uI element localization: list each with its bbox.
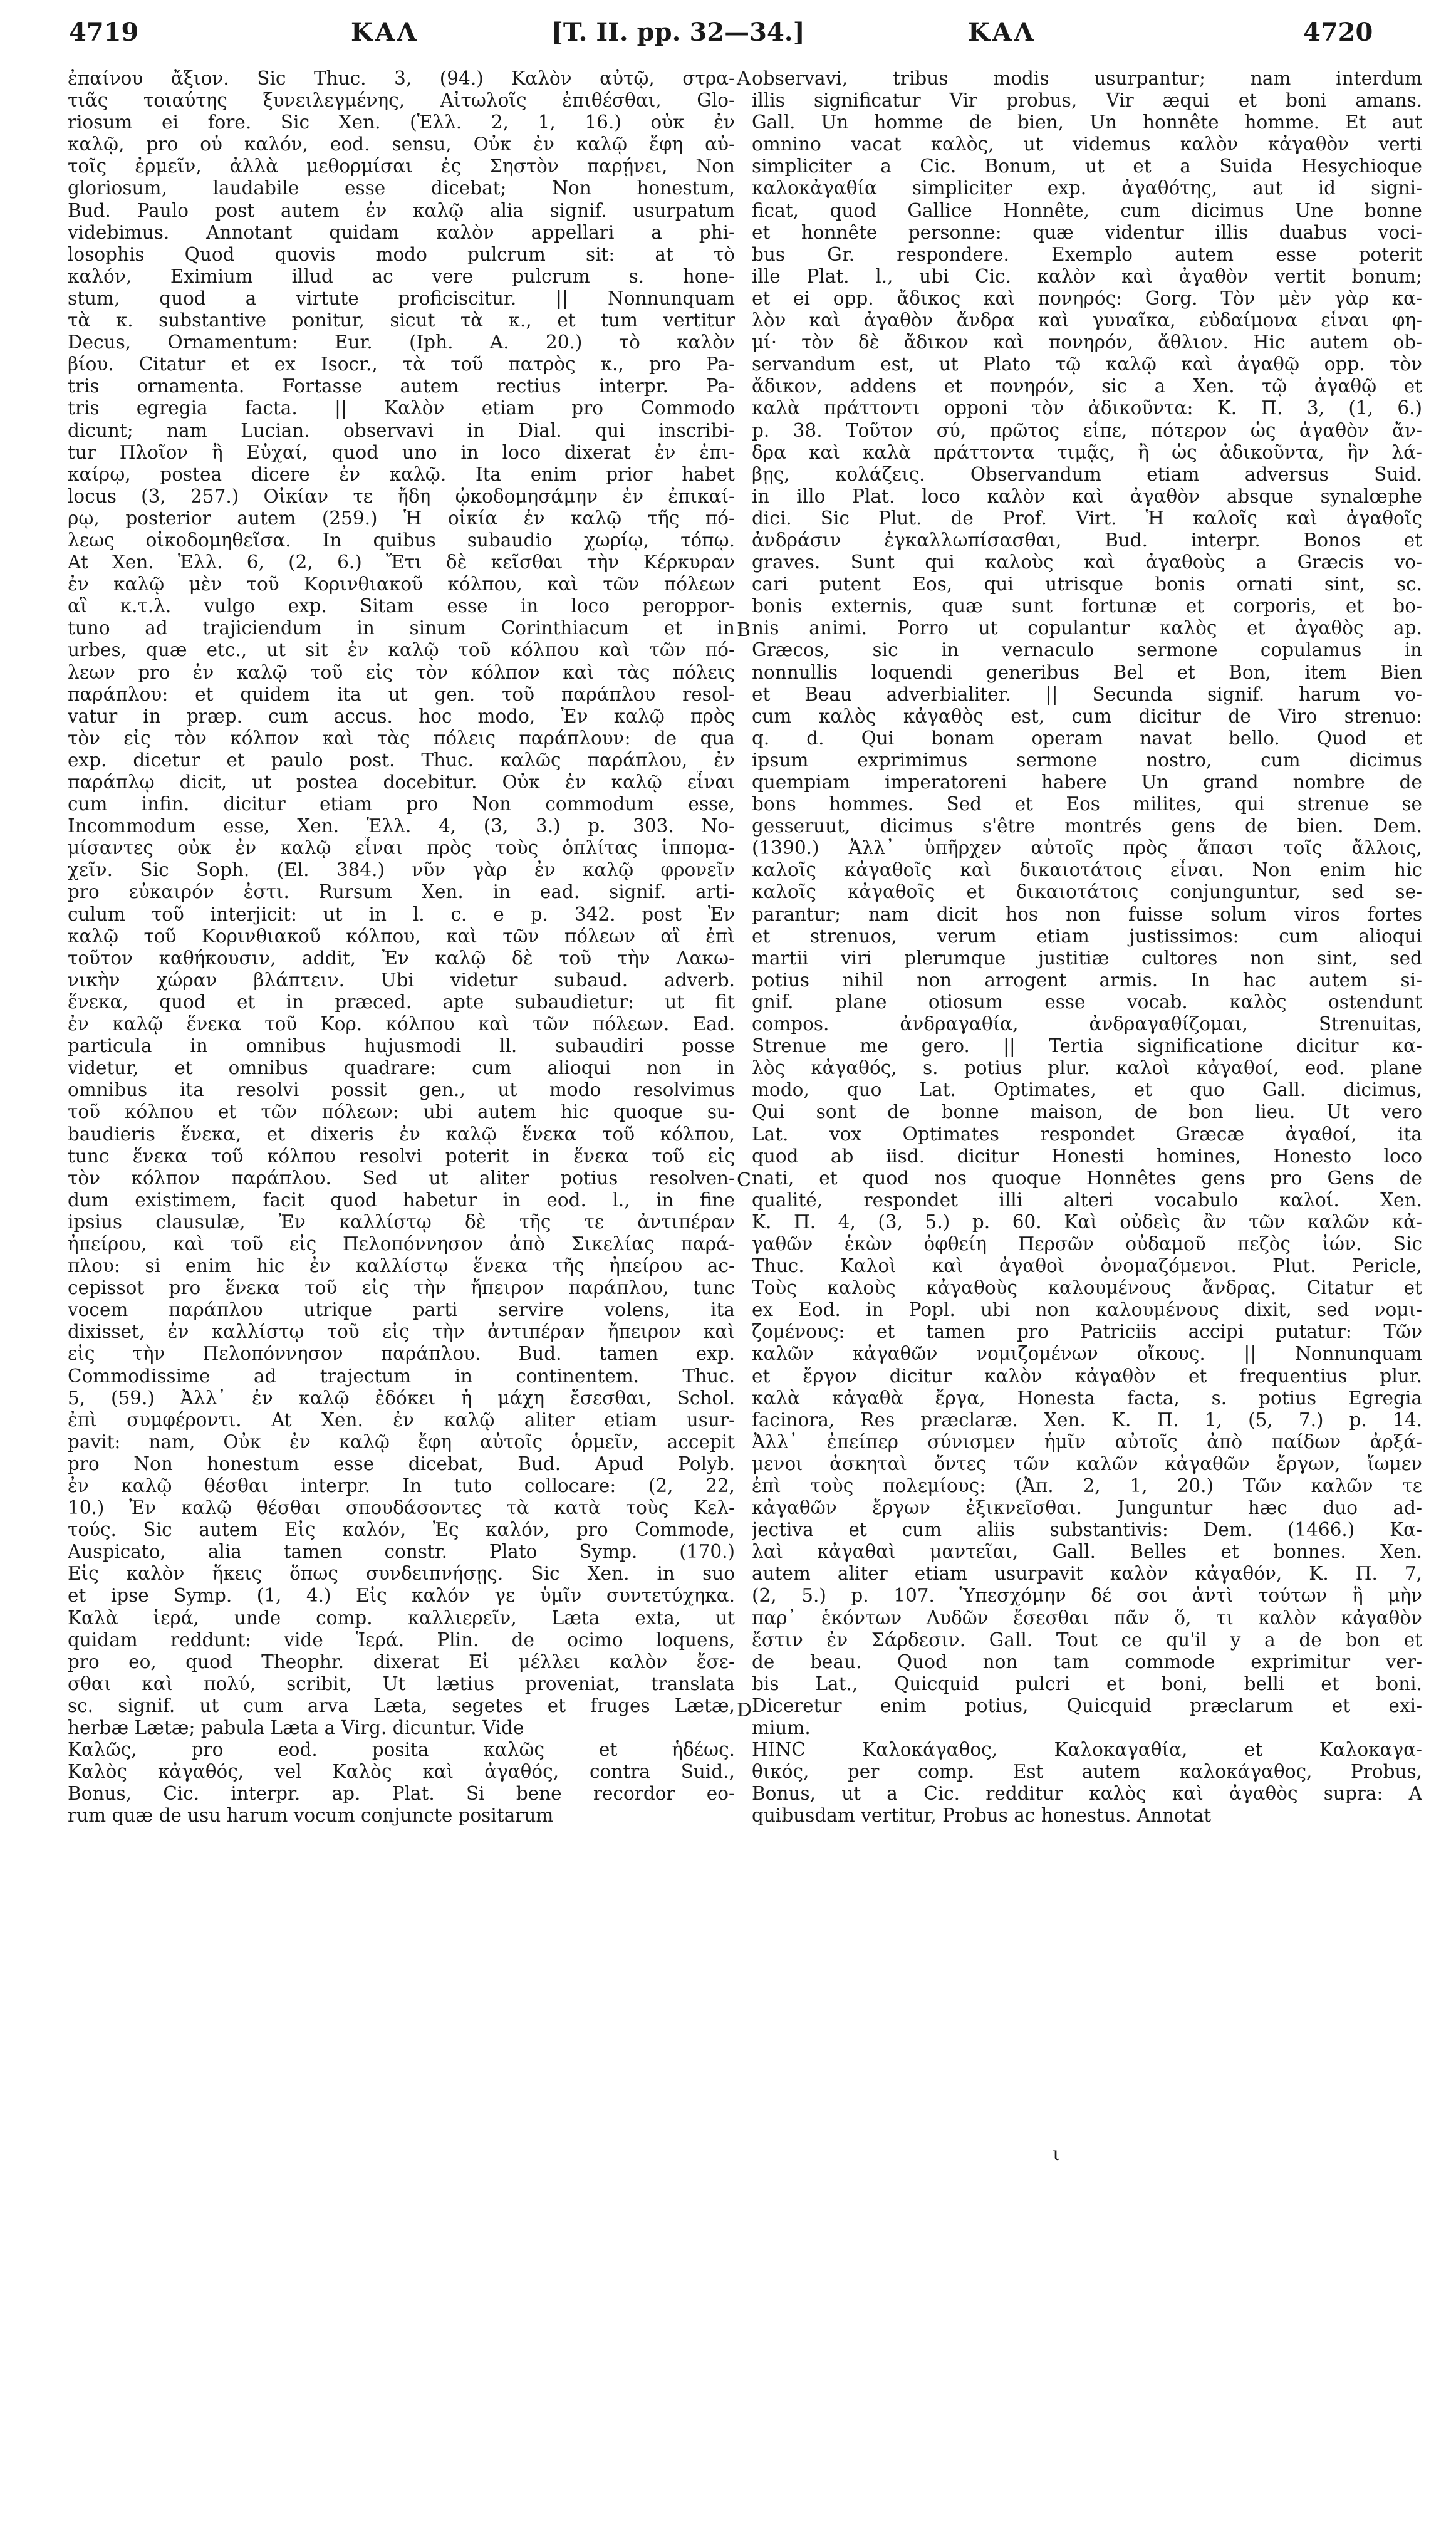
text-line: Qui sont de bonne maison, de bon lieu. Ut vero bbox=[752, 1101, 1422, 1123]
text-line: At Xen. Ἑλλ. 6, (2, 6.) Ἔτι δὲ κεῖσθαι τὴν Κέρκυραν bbox=[68, 551, 735, 573]
text-line: αἳ κ.τ.λ. vulgo exp. Sitam esse in loco peroppor- bbox=[68, 595, 735, 617]
text-line: cum καλὸς κἀγαθὸς est, cum dicitur de Viro strenuo: bbox=[752, 705, 1422, 727]
text-line: Strenue me gero. || Tertia significatione dicitur κα- bbox=[752, 1035, 1422, 1057]
margin-letter-b: B bbox=[737, 619, 751, 641]
running-head-left: ΚΑΛ bbox=[351, 18, 419, 47]
text-line: Καλὰ ἱερά, unde comp. καλλιερεῖν, Læta exta, ut bbox=[68, 1607, 735, 1629]
text-line: dicunt; nam Lucian. observavi in Dial. qui inscribi- bbox=[68, 419, 735, 441]
text-line: ἠπείρου, καὶ τοῦ εἰς Πελοπόννησον ἀπὸ Σικελίας παρά- bbox=[68, 1233, 735, 1255]
text-line: Bud. Paulo post autem ἐν καλῷ alia signif. usurpatum bbox=[68, 199, 735, 221]
text-line: (2, 5.) p. 107. Ὑπεσχόμην δέ σοι ἀντὶ τούτων ἢ μὴν bbox=[752, 1585, 1422, 1607]
text-line: culum τοῦ interjicit: ut in l. c. e p. 342. post Ἐν bbox=[68, 903, 735, 925]
text-line: rum quæ de usu harum vocum conjuncte positarum bbox=[68, 1805, 554, 1827]
text-line: ἐν καλῷ θέσθαι interpr. In tuto collocare: (2, 22, bbox=[68, 1475, 735, 1496]
page-number-right: 4720 bbox=[1303, 18, 1373, 47]
text-line: mium. bbox=[752, 1717, 811, 1739]
text-line: Καλὸς κἀγαθός, vel Καλὸς καὶ ἀγαθός, contra Suid., bbox=[68, 1761, 735, 1783]
text-line: κἀγαθῶν ἔργων ἐξικνεῖσθαι. Junguntur hæc duo ad- bbox=[752, 1497, 1422, 1519]
text-line: nonnullis loquendi generibus Bel et Bon, item Bien bbox=[752, 661, 1422, 683]
text-line: quempiam imperatoreni habere Un grand nombre de bbox=[752, 771, 1422, 793]
text-line: Εἰς καλὸν ἥκεις ὅπως συνδειπνήσῃς. Sic Xen. in suo bbox=[68, 1563, 735, 1585]
text-line: videbimus. Annotant quidam καλὸν appellari a phi- bbox=[68, 221, 735, 243]
text-line: Commodissime ad trajectum in continentem. Thuc. bbox=[68, 1365, 735, 1387]
text-line: quidam reddunt: vide Ἱερά. Plin. de ocimo loquens, bbox=[68, 1629, 735, 1651]
text-line: particula in omnibus hujusmodi ll. subaudiri posse bbox=[68, 1035, 735, 1057]
text-line: λὸν καὶ ἀγαθὸν ἄνδρα καὶ γυναῖκα, εὐδαίμονα εἶναι φη- bbox=[752, 310, 1422, 331]
text-line: compos. ἀνδραγαθία, ἀνδραγαθίζομαι, Strenuitas, bbox=[752, 1013, 1422, 1035]
text-line: facinora, Res præclaræ. Xen. Κ. Π. 1, (5, 7.) p. 14. bbox=[752, 1409, 1422, 1431]
text-line: dici. Sic Plut. de Prof. Virt. Ἡ καλοῖς καὶ ἀγαθοῖς bbox=[752, 507, 1422, 529]
page-number-left: 4719 bbox=[69, 18, 139, 47]
text-line: Καλῶς, pro eod. posita καλῶς et ἡδέως. bbox=[68, 1739, 735, 1761]
text-line: τὸν εἰς τὸν κόλπον καὶ τὰς πόλεις παράπλουν: de qua bbox=[68, 727, 735, 749]
text-line: ἐπὶ συμφέροντι. At Xen. ἐν καλῷ aliter etiam usur- bbox=[68, 1409, 735, 1431]
text-line: παρ᾽ ἑκόντων Λυδῶν ἔσεσθαι πᾶν ὅ, τι καλὸν κἀγαθὸν bbox=[752, 1607, 1422, 1629]
text-line: νικὴν χώραν βλάπτειν. Ubi videtur subaud. adverb. bbox=[68, 969, 735, 991]
text-line: gnif. plane otiosum esse vocab. καλὸς ostendunt bbox=[752, 991, 1422, 1013]
right-column bbox=[752, 68, 1422, 2499]
text-line: riosum ei fore. Sic Xen. (Ἑλλ. 2, 1, 16.) οὐκ ἐν bbox=[68, 112, 735, 133]
text-line: ex Eod. in Popl. ubi non καλουμένους dixit, sed νομι- bbox=[752, 1299, 1422, 1321]
text-line: modo, quo Lat. Optimates, et quo Gall. dicimus, bbox=[752, 1079, 1422, 1101]
text-line: Bonus, ut a Cic. redditur καλὸς καὶ ἀγαθὸς supra: A bbox=[752, 1783, 1422, 1805]
text-line: λαὶ κἀγαθαὶ μαντεῖαι, Gall. Belles et bonnes. Xen. bbox=[752, 1541, 1422, 1563]
text-line: quod ab iisd. dicitur Honesti homines, Honesto loco bbox=[752, 1145, 1422, 1167]
text-line: graves. Sunt qui καλοὺς καὶ ἀγαθοὺς a Græcis vo- bbox=[752, 551, 1422, 573]
text-line: tris egregia facta. || Καλὸν etiam pro Commodo bbox=[68, 397, 735, 419]
text-line: gesseruut, dicimus s'être montrés gens de bien. Dem. bbox=[752, 815, 1422, 837]
text-line: ipsius clausulæ, Ἐν καλλίστῳ δὲ τῆς τε ἀντιπέραν bbox=[68, 1211, 735, 1233]
text-line: losophis Quod quovis modo pulcrum sit: at τὸ bbox=[68, 243, 735, 265]
text-line: tuno ad trajiciendum in sinum Corinthiacum et in bbox=[68, 617, 735, 639]
text-line: vatur in præp. cum accus. hoc modo, Ἐν καλῷ πρὸς bbox=[68, 705, 735, 727]
text-line: in illo Plat. loco καλὸν καὶ ἀγαθὸν absque synalœphe bbox=[752, 485, 1422, 507]
text-line: ἐπὶ τοὺς πολεμίους: (Ἀπ. 2, 1, 20.) Τῶν καλῶν τε bbox=[752, 1475, 1422, 1496]
text-line: Incommodum esse, Xen. Ἑλλ. 4, (3, 3.) p. 303. Νο- bbox=[68, 815, 735, 837]
footer-mark: ι bbox=[1053, 2143, 1060, 2165]
text-line: λὸς κἀγαθός, s. potius plur. καλοὶ κἀγαθοί, eod. plane bbox=[752, 1057, 1422, 1079]
text-line: martii viri plerumque justitiæ cultores non sint, sed bbox=[752, 947, 1422, 969]
text-line: cepissot pro ἕνεκα τοῦ εἰς τὴν ἤπειρον παράπλου, tunc bbox=[68, 1277, 735, 1299]
text-line: βίου. Citatur et ex Isocr., τὰ τοῦ πατρὸς κ., pro Pa- bbox=[68, 353, 735, 375]
text-line: θικός, per comp. Est autem καλοκάγαθος, Probus, bbox=[752, 1761, 1422, 1783]
text-line: dum existimem, facit quod habetur in eod. l., in fine bbox=[68, 1189, 735, 1211]
text-line: Ἀλλ᾽ ἐπείπερ σύνισμεν ἡμῖν αὐτοῖς ἀπὸ παίδων ἀρξά- bbox=[752, 1431, 1422, 1453]
text-line: ἐν καλῷ μὲν τοῦ Κορινθιακοῦ κόλπου, καὶ τῶν πόλεων bbox=[68, 573, 735, 595]
text-line: ἄδικον, addens et πονηρόν, sic a Xen. τῷ ἀγαθῷ et bbox=[752, 375, 1422, 397]
text-line: πλου: si enim hic ἐν καλλίστῳ ἕνεκα τῆς ἠπείρου ac- bbox=[68, 1255, 735, 1277]
text-line: Gall. Un homme de bien, Un honnête homme. Et aut bbox=[752, 112, 1422, 133]
text-line: et strenuos, verum etiam justissimos: cum alioqui bbox=[752, 925, 1422, 947]
text-line: et ἔργον dicitur καλὸν κἀγαθὸν et frequentius plur. bbox=[752, 1365, 1422, 1387]
text-line: videtur, et omnibus quadrare: cum alioqui non in bbox=[68, 1057, 735, 1079]
text-line: HINC Καλοκάγαθος, Καλοκαγαθία, et Καλοκαγα- bbox=[752, 1739, 1422, 1761]
text-line: stum, quod a virtute proficiscitur. || Nonnunquam bbox=[68, 287, 735, 309]
text-line: Græcos, sic in vernaculo sermone copulamus in bbox=[752, 639, 1422, 661]
text-line: pro εὐκαιρόν ἐστι. Rursum Xen. in ead. signif. arti- bbox=[68, 881, 735, 903]
text-line: εἰς τὴν Πελοπόννησον παράπλου. Bud. tamen exp. bbox=[68, 1343, 735, 1365]
text-line: σθαι καὶ πολύ, scribit, Ut lætius proveniat, translata bbox=[68, 1672, 735, 1694]
text-line: tunc ἕνεκα τοῦ κόλπου resolvi poterit in ἕνεκα τοῦ εἰς bbox=[68, 1145, 735, 1167]
text-line: καλὰ πράττοντι opponi τὸν ἀδικοῦντα: Κ. Π. 3, (1, 6.) bbox=[752, 397, 1422, 419]
text-line: potius nihil non arrogent armis. In hac autem si- bbox=[752, 969, 1422, 991]
text-line: καλόν, Eximium illud ac vere pulcrum s. hone- bbox=[68, 265, 735, 287]
text-line: bons hommes. Sed et Eos milites, qui strenue se bbox=[752, 793, 1422, 815]
text-line: Decus, Ornamentum: Eur. (Iph. A. 20.) τὸ καλὸν bbox=[68, 331, 735, 353]
text-line: omnino vacat καλὸς, ut videmus καλὸν κἀγαθὸν verti bbox=[752, 133, 1422, 155]
text-line: ille Plat. l., ubi Cic. καλὸν καὶ ἀγαθὸν vertit bonum; bbox=[752, 265, 1422, 287]
text-line: ἕνεκα, quod et in præced. apte subaudietur: ut fit bbox=[68, 991, 735, 1013]
text-line: μί· τὸν δὲ ἄδικον καὶ πονηρόν, ἄθλιον. Hic autem ob- bbox=[752, 331, 1422, 353]
text-line: parantur; nam dicit hos non fuisse solum viros fortes bbox=[752, 903, 1422, 925]
text-line: μενοι ἀσκηταὶ ὄντες τῶν καλῶν κἀγαθῶν ἔργων, ἴωμεν bbox=[752, 1453, 1422, 1474]
text-line: τὰ κ. substantive ponitur, sicut τὰ κ., et tum vertitur bbox=[68, 310, 735, 331]
margin-letter-c: C bbox=[737, 1169, 751, 1191]
text-line: ἐπαίνου ἄξιον. Sic Thuc. 3, (94.) Καλὸν αὐτῷ, στρα- bbox=[68, 68, 735, 89]
text-line: λεων pro ἐν καλῷ τοῦ εἰς τὸν κόλπον καὶ τὰς πόλεις bbox=[68, 661, 735, 683]
text-line: de beau. Quod non tam commode exprimitur ver- bbox=[752, 1651, 1422, 1672]
text-line: ζομένους: et tamen pro Patriciis accipi putatur: Τῶν bbox=[752, 1321, 1422, 1343]
text-line: τοῦ κόλπου et τῶν πόλεων: ubi autem hic quoque su- bbox=[68, 1101, 735, 1123]
text-line: urbes, quæ etc., ut sit ἐν καλῷ τοῦ κόλπου καὶ τῶν πό- bbox=[68, 639, 735, 661]
text-line: observavi, tribus modis usurpantur; nam interdum bbox=[752, 68, 1422, 89]
text-line: τιᾶς τοιαύτης ξυνειλεγμένης, Αἰτωλοῖς ἐπιθέσθαι, Glo- bbox=[68, 90, 735, 112]
text-line: καλοῖς κἀγαθοῖς καὶ δικαιοτάτοις εἶναι. Non enim hic bbox=[752, 859, 1422, 881]
text-line: παράπλῳ dicit, ut postea docebitur. Οὐκ ἐν καλῷ εἶναι bbox=[68, 771, 735, 793]
text-line: nati, et quod nos quoque Honnêtes gens pro Gens de bbox=[752, 1167, 1422, 1189]
text-line: δρα καὶ καλὰ πράττοντα τιμᾷς, ἢ ὡς ἀδικοῦντα, ἣν λά- bbox=[752, 441, 1422, 463]
text-line: Τοὺς καλοὺς κἀγαθοὺς καλουμένους ἄνδρας. Citatur et bbox=[752, 1277, 1422, 1299]
text-line: Κ. Π. 4, (3, 5.) p. 60. Καὶ οὐδεὶς ἂν τῶν καλῶν κἀ- bbox=[752, 1211, 1422, 1233]
text-line: vocem παράπλου utrique parti servire volens, ita bbox=[68, 1299, 735, 1321]
text-line: bonis externis, quæ sunt fortunæ et corporis, et bo- bbox=[752, 595, 1422, 617]
text-line: χεῖν. Sic Soph. (El. 384.) νῦν γὰρ ἐν καλῷ φρονεῖν bbox=[68, 859, 735, 881]
text-line: tur Πλοῖον ἢ Εὐχαί, quod uno in loco dixerat ἐν ἐπι- bbox=[68, 441, 735, 463]
text-line: ἐν καλῷ ἕνεκα τοῦ Κορ. κόλπου καὶ τῶν πόλεων. Ead. bbox=[68, 1013, 735, 1035]
text-line: τὸν κόλπον παράπλου. Sed ut aliter potius resolven- bbox=[68, 1167, 735, 1189]
text-line: herbæ Lætæ; pabula Læta a Virg. dicuntur. Vide bbox=[68, 1717, 524, 1739]
text-line: ἀνδράσιν ἐγκαλλωπίσασθαι, Bud. interpr. Bonos et bbox=[752, 529, 1422, 551]
text-line: 5, (59.) Ἀλλ᾽ ἐν καλῷ ἐδόκει ἡ μάχη ἔσεσθαι, Schol. bbox=[68, 1387, 735, 1409]
text-line: Thuc. Καλοὶ καὶ ἀγαθοὶ ὀνομαζόμενοι. Plut. Pericle, bbox=[752, 1255, 1422, 1277]
text-line: λεως οἰκοδομηθεῖσα. In quibus subaudio χωρίῳ, τόπῳ. bbox=[68, 529, 735, 551]
text-line: καλοκἀγαθία simpliciter exp. ἀγαθότης, aut id signi- bbox=[752, 177, 1422, 199]
margin-letter-a: A bbox=[737, 68, 751, 90]
text-line: τοῦτον καθήκουσιν, addit, Ἐν καλῷ δὲ τοῦ τὴν Λακω- bbox=[68, 947, 735, 969]
text-line: 10.) Ἐν καλῷ θέσθαι σπουδάσοντες τὰ κατὰ τοὺς Κελ- bbox=[68, 1497, 735, 1519]
text-line: cari putent Eos, qui utrisque bonis ornati sint, sc. bbox=[752, 573, 1422, 595]
text-line: pro eo, quod Theophr. dixerat Εἰ μέλλει καλὸν ἔσε- bbox=[68, 1651, 735, 1672]
text-line: καλὰ κἀγαθὰ ἔργα, Honesta facta, s. potius Egregia bbox=[752, 1387, 1422, 1409]
text-line: quibusdam vertitur, Probus ac honestus. Annotat bbox=[752, 1805, 1212, 1827]
text-line: καλῷ, pro οὐ καλόν, eod. sensu, Οὐκ ἐν καλῷ ἔφη αὐ- bbox=[68, 133, 735, 155]
text-line: jectiva et cum aliis substantivis: Dem. (1466.) Κα- bbox=[752, 1519, 1422, 1541]
text-line: Bonus, Cic. interpr. ap. Plat. Si bene recordor eo- bbox=[68, 1783, 735, 1805]
text-line: nis animi. Porro ut copulantur καλὸς et ἀγαθὸς ap. bbox=[752, 617, 1422, 639]
text-line: servandum est, ut Plato τῷ καλῷ καὶ ἀγαθῷ opp. τὸν bbox=[752, 353, 1422, 375]
text-line: bus Gr. respondere. Exemplo autem esse poterit bbox=[752, 243, 1422, 265]
text-line: καλοῖς κἀγαθοῖς et δικαιοτάτοις conjunguntur, sed se- bbox=[752, 881, 1422, 903]
text-line: καλῶν κἀγαθῶν νομιζομένων οἴκους. || Nonnunquam bbox=[752, 1343, 1422, 1365]
text-line: bis Lat., Quicquid pulcri et boni, belli et boni. bbox=[752, 1672, 1422, 1694]
text-line: Auspicato, alia tamen constr. Plato Symp. (170.) bbox=[68, 1541, 735, 1563]
running-head-right: ΚΑΛ bbox=[968, 18, 1036, 47]
text-line: τοῖς ἐρμεῖν, ἀλλὰ μεθορμίσαι ἐς Σηστὸν παρῄνει, Non bbox=[68, 155, 735, 177]
text-line: simpliciter a Cic. Bonum, ut et a Suida Hesychioque bbox=[752, 155, 1422, 177]
text-line: ρῳ, posterior autem (259.) Ἡ οἰκία ἐν καλῷ τῆς πό- bbox=[68, 507, 735, 529]
text-line: autem aliter etiam usurpavit καλὸν κἀγαθόν, Κ. Π. 7, bbox=[752, 1563, 1422, 1585]
text-line: Lat. vox Optimates respondet Græcæ ἀγαθοί, ita bbox=[752, 1123, 1422, 1145]
text-line: παράπλου: et quidem ita ut gen. τοῦ παράπλου resol- bbox=[68, 683, 735, 705]
text-line: et ei opp. ἄδικος καὶ πονηρός: Gorg. Τὸν μὲν γὰρ κα- bbox=[752, 287, 1422, 309]
text-line: τούς. Sic autem Εἰς καλόν, Ἐς καλόν, pro Commode, bbox=[68, 1519, 735, 1541]
text-line: qualité, respondet illi alteri vocabulo καλοί. Xen. bbox=[752, 1189, 1422, 1211]
text-line: ficat, quod Gallice Honnête, cum dicimus Une bonne bbox=[752, 199, 1422, 221]
text-line: γαθῶν ἑκὼν ὀφθείη Περσῶν οὐδαμοῦ πεζὸς ἰών. Sic bbox=[752, 1233, 1422, 1255]
volume-reference: [T. II. pp. 32—34.] bbox=[551, 18, 805, 47]
text-line: μίσαντες οὐκ ἐν καλῷ εἶναι πρὸς τοὺς ὁπλίτας ἱππομα- bbox=[68, 837, 735, 859]
text-line: et Beau adverbialiter. || Secunda signif. harum vo- bbox=[752, 683, 1422, 705]
text-line: gloriosum, laudabile esse dicebat; Non honestum, bbox=[68, 177, 735, 199]
text-line: exp. dicetur et paulo post. Thuc. καλῶς παράπλου, ἐν bbox=[68, 749, 735, 771]
text-line: tris ornamenta. Fortasse autem rectius interpr. Pa- bbox=[68, 375, 735, 397]
text-line: καίρῳ, postea dicere ἐν καλῷ. Ita enim prior habet bbox=[68, 463, 735, 485]
text-line: dixisset, ἐν καλλίστῳ τοῦ εἰς τὴν ἀντιπέραν ἤπειρον καὶ bbox=[68, 1321, 735, 1343]
text-line: ipsum exprimimus sermone nostro, cum dicimus bbox=[752, 749, 1422, 771]
left-column bbox=[68, 68, 735, 2499]
text-line: p. 38. Τοῦτον σύ, πρῶτος εἶπε, πότερον ὡς ἀγαθὸν ἄν- bbox=[752, 419, 1422, 441]
text-line: pro Non honestum esse dicebat, Bud. Apud Polyb. bbox=[68, 1453, 735, 1474]
text-line: pavit: nam, Οὐκ ἐν καλῷ ἔφη αὐτοῖς ὁρμεῖν, accepit bbox=[68, 1431, 735, 1453]
text-line: Diceretur enim potius, Quicquid præclarum et exi- bbox=[752, 1694, 1422, 1716]
text-line: βῃς, κολάζεις. Observandum etiam adversus Suid. bbox=[752, 463, 1422, 485]
text-line: baudieris ἕνεκα, et dixeris ἐν καλῷ ἕνεκα τοῦ κόλπου, bbox=[68, 1123, 735, 1145]
text-line: illis significatur Vir probus, Vir æqui et boni amans. bbox=[752, 90, 1422, 112]
text-line: q. d. Qui bonam operam navat bello. Quod et bbox=[752, 727, 1422, 749]
text-line: locus (3, 257.) Οἰκίαν τε ἤδη ᾠκοδομησάμην ἐν ἐπικαί- bbox=[68, 485, 735, 507]
text-line: sc. signif. ut cum arva Læta, segetes et fruges Lætæ, bbox=[68, 1694, 735, 1716]
text-line: ἔστιν ἐν Σάρδεσιν. Gall. Tout ce qu'il y a de bon et bbox=[752, 1629, 1422, 1651]
text-line: cum infin. dicitur etiam pro Non commodum esse, bbox=[68, 793, 735, 815]
text-line: et ipse Symp. (1, 4.) Εἰς καλόν γε ὑμῖν συντετύχηκα. bbox=[68, 1585, 735, 1607]
margin-letter-d: D bbox=[737, 1699, 752, 1721]
text-line: omnibus ita resolvi possit gen., ut modo resolvimus bbox=[68, 1079, 735, 1101]
text-line: (1390.) Ἀλλ᾽ ὑπῆρχεν αὐτοῖς πρὸς ἅπασι τοῖς ἄλλοις, bbox=[752, 837, 1422, 859]
text-line: καλῷ τοῦ Κορινθιακοῦ κόλπου, καὶ τῶν πόλεων αἳ ἐπὶ bbox=[68, 925, 735, 947]
text-line: et honnête personne: quæ videntur illis duabus voci- bbox=[752, 221, 1422, 243]
